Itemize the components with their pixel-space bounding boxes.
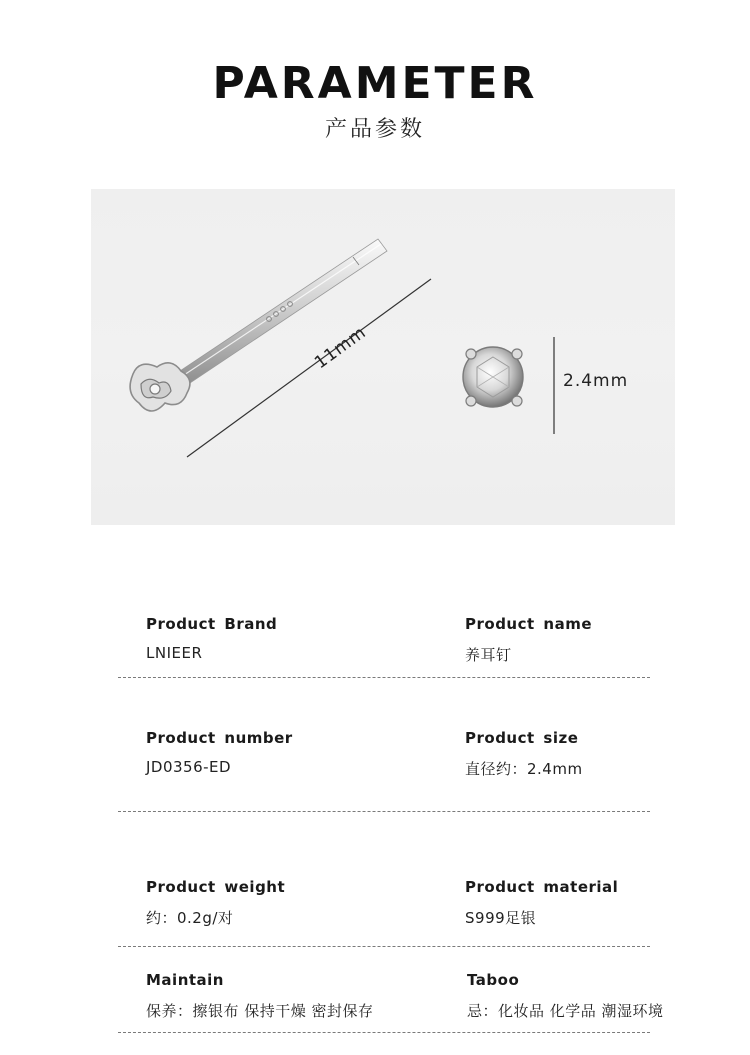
- param-key: Product weight: [146, 878, 286, 896]
- param-key: Taboo: [467, 971, 520, 989]
- earring-illustration: [91, 189, 675, 525]
- page-subtitle: 产品参数: [324, 117, 425, 142]
- gem-front-view: [463, 347, 523, 407]
- param-weight: [146, 878, 285, 928]
- page-title: PARAMETER: [212, 58, 538, 109]
- param-key: Product name: [465, 615, 593, 633]
- param-value: 养耳钉: [465, 646, 512, 664]
- length-label: 11mm: [311, 322, 371, 374]
- param-key: Maintain: [146, 971, 224, 989]
- param-taboo: [467, 971, 664, 1021]
- row-divider: [118, 946, 650, 947]
- row-divider: [118, 811, 650, 812]
- param-key: Product size: [465, 729, 579, 747]
- row-divider: [118, 1032, 650, 1033]
- param-name: [465, 615, 592, 665]
- param-value: JD0356-ED: [146, 758, 232, 776]
- param-value: 保养：擦银布 保持干燥 密封保存: [146, 1002, 374, 1020]
- length-dimension-line: [187, 279, 431, 457]
- row-divider: [118, 677, 650, 678]
- diameter-label: 2.4mm: [563, 371, 629, 391]
- param-size: [465, 729, 583, 779]
- param-brand: [146, 615, 277, 662]
- earring-pin: [130, 239, 387, 411]
- param-value: 直径约：2.4mm: [465, 760, 583, 778]
- param-key: Product number: [146, 729, 293, 747]
- param-material: [465, 878, 618, 928]
- param-key: Product material: [465, 878, 619, 896]
- product-photo: [91, 189, 675, 525]
- param-value: S999足银: [465, 909, 537, 927]
- param-number: [146, 729, 293, 776]
- param-value: LNIEER: [146, 644, 203, 662]
- param-key: Product Brand: [146, 615, 278, 633]
- param-value: 约：0.2g/对: [146, 909, 234, 927]
- param-maintain: [146, 971, 374, 1021]
- param-value: 忌：化妆品 化学品 潮湿环境: [467, 1002, 664, 1020]
